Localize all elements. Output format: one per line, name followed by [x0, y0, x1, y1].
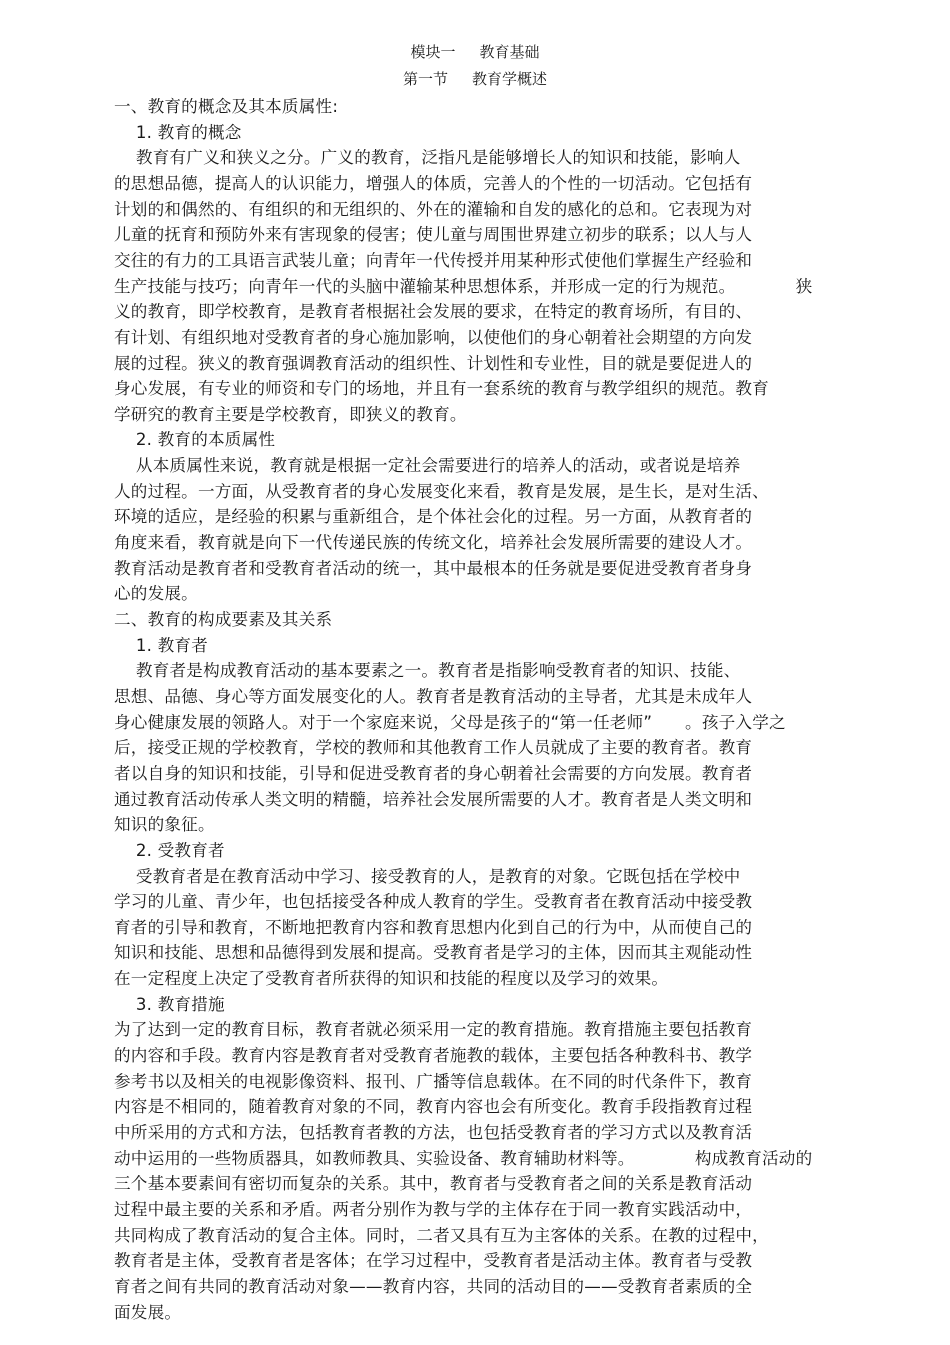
text-line: 二、教育的构成要素及其关系 — [114, 610, 333, 629]
text-line: 育者的引导和教育，不断地把教育内容和教育思想内化到自己的行为中，从而使自己的 — [114, 917, 753, 937]
text-line: 心的发展。 — [114, 584, 198, 604]
text-line: 参考书以及相关的电视影像资料、报刊、广播等信息载体。在不同的时代条件下，教育 — [114, 1071, 753, 1091]
text-line: 后，接受正规的学校教育，学校的教师和其他教育工作人员就成了主要的教育者。教育 — [114, 738, 753, 758]
text-line: 从本质属性来说，教育就是根据一定社会需要进行的培养人的活动，或者说是培养 — [114, 456, 741, 476]
text-line: 儿童的抚育和预防外来有害现象的侵害；使儿童与周围世界建立初步的联系；以人与人 — [114, 225, 753, 245]
text-line: 身心发展，有专业的师资和专门的场地，并且有一套系统的教育与教学组织的规范。教育 — [114, 379, 769, 399]
text-line: 教育有广义和狭义之分。广义的教育，泛指凡是能够增长人的知识和技能，影响人 — [114, 148, 741, 168]
text-line: 教育者是主体，受教育者是客体；在学习过程中，受教育者是活动主体。教育者与受教 — [114, 1251, 753, 1271]
text-line: 有计划、有组织地对受教育者的身心施加影响，以使他们的身心朝着社会期望的方向发 — [114, 327, 753, 347]
text-line: 知识的象征。 — [114, 815, 215, 835]
section-number: 第一节 — [402, 70, 448, 88]
text-line: 生产技能与技巧；向青年一代的头脑中灌输某种思想体系，并形成一定的行为规范。 狭 — [114, 276, 813, 296]
text-line: 教育活动是教育者和受教育者活动的统一，其中最根本的任务就是要促进受教育者身身 — [114, 558, 753, 578]
text-line: 思想、品德、身心等方面发展变化的人。教育者是教育活动的主导者，尤其是未成年人 — [114, 686, 753, 706]
text-line: 环境的适应，是经验的积累与重新组合，是个体社会化的过程。另一方面，从教育者的 — [114, 507, 753, 527]
text-line: 角度来看，教育就是向下一代传递民族的传统文化，培养社会发展所需要的建设人才。 — [114, 533, 753, 552]
text-line: 3. 教育措施 — [114, 994, 225, 1014]
text-line: 1. 教育者 — [114, 635, 208, 655]
text-line: 身心健康发展的领路人。对于一个家庭来说，父母是孩子的“第一任老师” 。孩子入学之 — [114, 712, 786, 732]
text-line: 三个基本要素间有密切而复杂的关系。其中，教育者与受教育者之间的关系是教育活动 — [114, 1174, 753, 1194]
text-line: 交往的有力的工具语言武装儿童；向青年一代传授并用某种形式使他们掌握生产经验和 — [114, 250, 753, 270]
text-line: 面发展。 — [114, 1302, 182, 1322]
text-line: 义的教育，即学校教育，是教育者根据社会发展的要求，在特定的教育场所，有目的、 — [114, 302, 753, 322]
text-line: 动中运用的一些物质器具，如教师教具、实验设备、教育辅助材料等。 构成教育活动的 — [114, 1148, 813, 1168]
text-line: 2. 受教育者 — [114, 840, 225, 860]
text-line: 通过教育活动传承人类文明的精髓，培养社会发展所需要的人才。教育者是人类文明和 — [114, 789, 753, 809]
text-line: 知识和技能、思想和品德得到发展和提高。受教育者是学习的主体，因而其主观能动性 — [114, 943, 753, 963]
text-line: 共同构成了教育活动的复合主体。同时，二者又具有互为主客体的关系。在教的过程中， — [114, 1225, 769, 1245]
text-line: 为了达到一定的教育目标，教育者就必须采用一定的教育措施。教育措施主要包括教育 — [114, 1020, 753, 1040]
text-line: 学习的儿童、青少年，也包括接受各种成人教育的学生。受教育者在教育活动中接受教 — [114, 892, 753, 912]
section-title: 教育学概述 — [472, 70, 548, 88]
text-line: 1. 教育的概念 — [114, 122, 242, 142]
text-line: 学研究的教育主要是学校教育，即狭义的教育。 — [114, 404, 467, 424]
text-line: 展的过程。狭义的教育强调教育活动的组织性、计划性和专业性，目的就是要促进人的 — [114, 353, 753, 373]
text-line: 内容是不相同的，随着教育对象的不同，教育内容也会有所变化。教育手段指教育过程 — [114, 1097, 753, 1117]
text-line: 的思想品德，提高人的认识能力，增强人的体质，完善人的个性的一切活动。它包括有 — [114, 173, 753, 193]
text-line: 2. 教育的本质属性 — [114, 430, 276, 450]
module-title: 教育基础 — [479, 43, 540, 61]
text-line: 教育者是构成教育活动的基本要素之一。教育者是指影响受教育者的知识、技能、 — [114, 661, 741, 681]
section-heading — [0, 69, 950, 89]
text-line: 一、教育的概念及其本质属性: — [114, 97, 339, 116]
text-line: 的内容和手段。教育内容是教育者对受教育者施教的载体，主要包括各种教科书、教学 — [114, 1046, 753, 1065]
text-line: 过程中最主要的关系和矛盾。两者分别作为教与学的主体存在于同一教育实践活动中， — [114, 1200, 753, 1219]
module-heading — [0, 42, 950, 62]
text-line: 在一定程度上决定了受教育者所获得的知识和技能的程度以及学习的效果。 — [114, 969, 669, 989]
text-line: 受教育者是在教育活动中学习、接受教育的人，是教育的对象。它既包括在学校中 — [114, 866, 741, 886]
text-line: 中所采用的方式和方法，包括教育者教的方法，也包括受教育者的学习方式以及教育活 — [114, 1123, 753, 1142]
text-line: 育者之间有共同的教育活动对象——教育内容，共同的活动目的——受教育者素质的全 — [114, 1276, 753, 1296]
module-number: 模块一 — [410, 43, 456, 61]
text-line: 计划的和偶然的、有组织的和无组织的、外在的灌输和自发的感化的总和。它表现为对 — [114, 199, 753, 219]
text-line: 人的过程。一方面，从受教育者的身心发展变化来看，教育是发展，是生长，是对生活、 — [114, 481, 769, 501]
text-line: 者以自身的知识和技能，引导和促进受教育者的身心朝着社会需要的方向发展。教育者 — [114, 763, 753, 783]
